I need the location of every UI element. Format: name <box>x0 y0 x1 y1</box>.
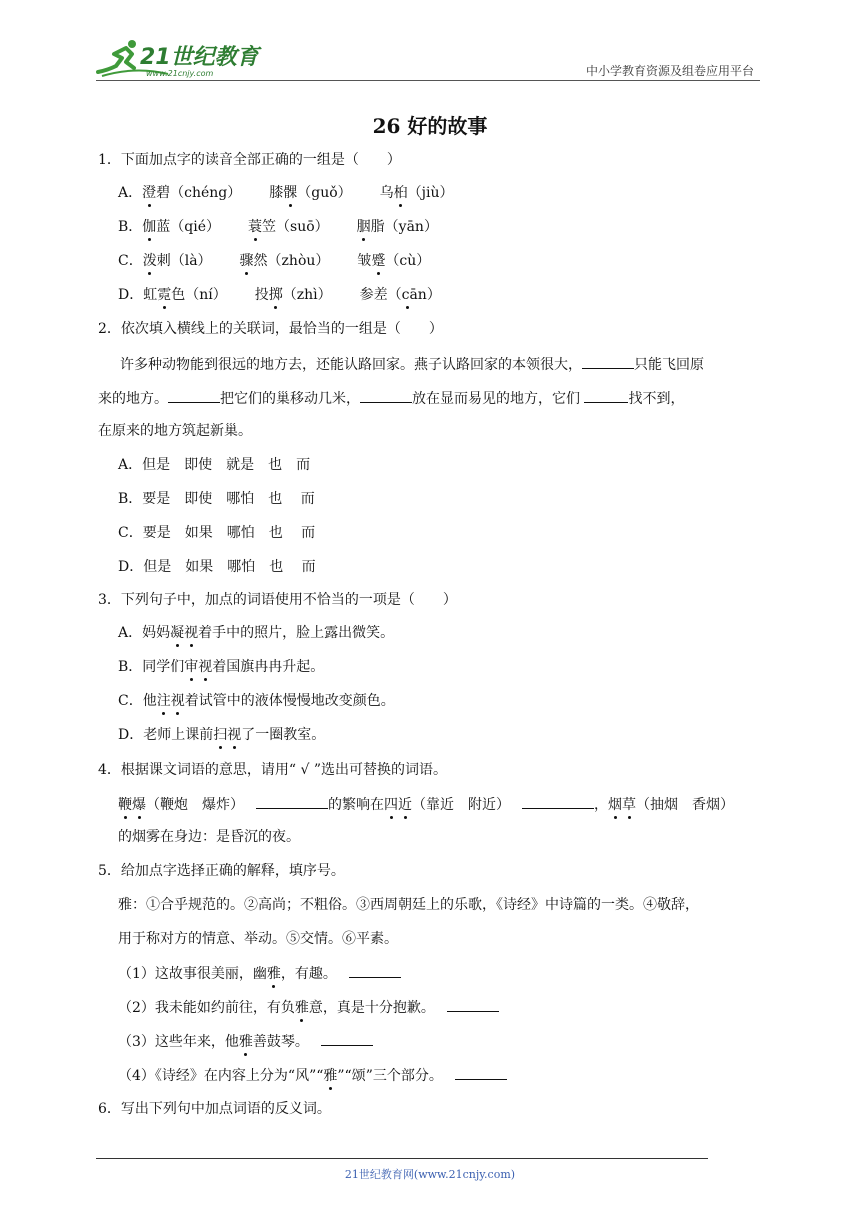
question-1-option-b: B．伽蓝（qié） 蓑笠（suō） 胭脂（yān） <box>118 219 438 235</box>
question-3-option-a: A．妈妈凝视着手中的照片，脸上露出微笑。 <box>118 625 395 641</box>
question-2-option-c: C．要是 如果 哪怕 也 而 <box>118 525 316 541</box>
question-3-option-b: B．同学们审视着国旗冉冉升起。 <box>118 659 325 675</box>
question-4-line-2: 的烟雾在身边：是昏沉的夜。 <box>118 829 300 845</box>
answer-blank[interactable] <box>321 1031 373 1046</box>
page-title: 26 好的故事 <box>372 114 488 138</box>
question-2-passage-line-2: 来的地方。 把它们的巢移动几米， 放在显而易见的地方，它们 找不到， <box>98 388 684 408</box>
answer-blank[interactable] <box>455 1065 507 1080</box>
answer-blank[interactable] <box>584 388 628 403</box>
answer-blank[interactable] <box>522 794 594 809</box>
question-3-option-c: C．他注视着试管中的液体慢慢地改变颜色。 <box>118 693 395 709</box>
answer-blank[interactable] <box>349 963 401 978</box>
question-4-line-1: 鞭爆（鞭炮 爆炸） 的繁响在四近（靠近 附近） ，烟草（抽烟 香烟） <box>118 794 734 814</box>
question-1-stem: 1．下面加点字的读音全部正确的一组是（ ） <box>98 152 401 168</box>
question-6-stem: 6．写出下列句中加点词语的反义词。 <box>98 1101 331 1117</box>
answer-blank[interactable] <box>360 388 412 403</box>
question-4-stem: 4．根据课文词语的意思，请用“ √ ”选出可替换的词语。 <box>98 762 448 778</box>
question-1-option-c: C．泼刺（là） 骤然（zhòu） 皱蹙（cù） <box>118 253 431 269</box>
question-5-sentence-1: （1）这故事很美丽，幽雅，有趣。 <box>118 963 401 983</box>
footer-divider <box>96 1158 708 1159</box>
question-2-stem: 2．依次填入横线上的关联词，最恰当的一组是（ ） <box>98 321 443 337</box>
question-5-sentence-3: （3）这些年来，他雅善鼓琴。 <box>118 1031 373 1051</box>
question-2-passage-line-1: 许多种动物能到很远的地方去，还能认路回家。燕子认路回家的本领很大， 只能飞回原 <box>120 354 704 374</box>
question-2-option-b: B．要是 即使 哪怕 也 而 <box>118 491 315 507</box>
header-divider <box>96 80 760 81</box>
question-5-sentence-2: （2）我未能如约前往，有负雅意，真是十分抱歉。 <box>118 997 499 1017</box>
answer-blank[interactable] <box>256 794 328 809</box>
answer-blank[interactable] <box>582 354 634 369</box>
question-2-option-d: D．但是 如果 哪怕 也 而 <box>118 559 316 575</box>
footer-text: 21世纪教育网(www.21cnjy.com) <box>344 1168 516 1181</box>
svg-text:21世纪教育: 21世纪教育 <box>140 45 259 70</box>
question-5-stem: 5．给加点字选择正确的解释，填序号。 <box>98 863 345 879</box>
site-title: 中小学教育资源及组卷应用平台 <box>585 64 754 78</box>
svg-text:www.21cnjy.com: www.21cnjy.com <box>146 69 214 78</box>
answer-blank[interactable] <box>168 388 220 403</box>
question-5-definition-line-1: 雅：①合乎规范的。②高尚；不粗俗。③西周朝廷上的乐歌，《诗经》中诗篇的一类。④敬辞， <box>118 897 699 913</box>
question-5-sentence-4: （4）《诗经》在内容上分为“风”“雅”“颂”三个部分。 <box>118 1065 507 1085</box>
question-3-option-d: D．老师上课前扫视了一圈教室。 <box>118 727 326 743</box>
logo-21cnjy <box>96 36 266 80</box>
question-1-option-a: A．澄碧（chéng） 膝髁（guǒ） 乌桕（jiù） <box>118 185 454 201</box>
question-5-definition-line-2: 用于称对方的情意、举动。⑤交情。⑥平素。 <box>118 931 398 947</box>
answer-blank[interactable] <box>447 997 499 1012</box>
question-2-option-a: A．但是 即使 就是 也 而 <box>118 457 311 473</box>
question-2-passage-line-3: 在原来的地方筑起新巢。 <box>98 423 252 439</box>
question-3-stem: 3．下列句子中，加点的词语使用不恰当的一项是（ ） <box>98 592 457 608</box>
page-header <box>96 36 760 80</box>
question-1-option-d: D．虹霓色（ní） 投掷（zhì） 参差（cān） <box>118 287 441 303</box>
